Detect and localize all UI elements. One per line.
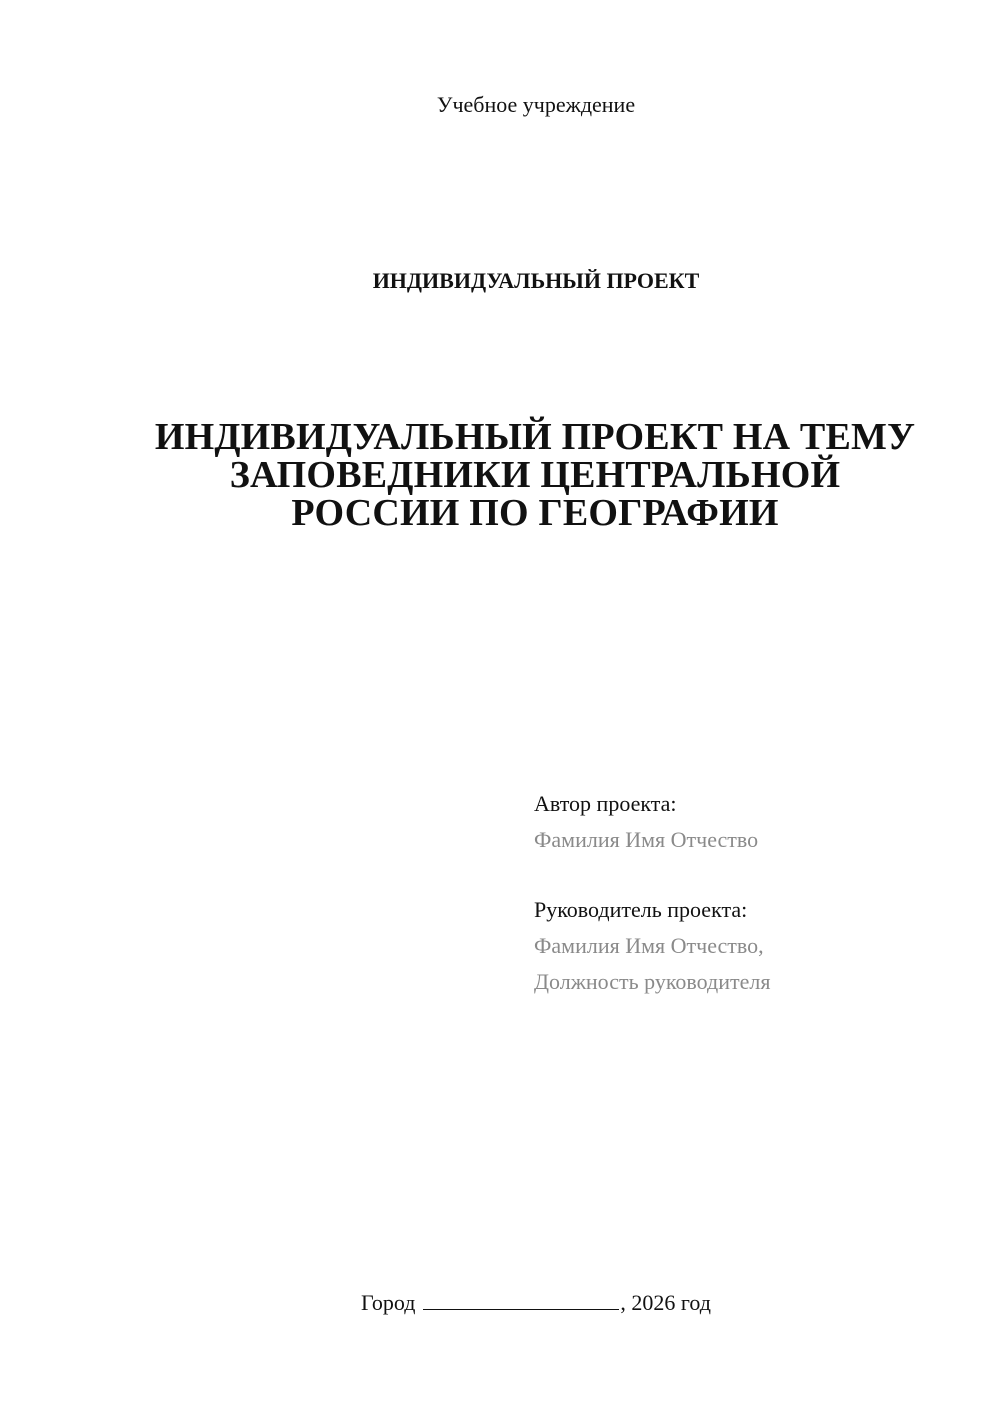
project-credits bbox=[534, 786, 770, 1000]
city-blank-line bbox=[423, 1291, 619, 1310]
supervisor-position: Должность руководителя bbox=[534, 969, 771, 994]
project-title-line: ЗАПОВЕДНИКИ ЦЕНТРАЛЬНОЙ bbox=[229, 454, 841, 496]
year-text: , 2026 год bbox=[620, 1290, 711, 1315]
author-name: Фамилия Имя Отчество bbox=[534, 827, 759, 852]
footer-city-year bbox=[0, 1290, 1000, 1316]
project-title-line: РОССИИ ПО ГЕОГРАФИИ bbox=[291, 492, 779, 534]
supervisor-label: Руководитель проекта: bbox=[534, 897, 748, 922]
author-label: Автор проекта: bbox=[534, 791, 677, 816]
supervisor-name: Фамилия Имя Отчество, bbox=[534, 933, 764, 958]
project-title bbox=[100, 418, 970, 532]
project-title-line: ИНДИВИДУАЛЬНЫЙ ПРОЕКТ НА ТЕМУ bbox=[154, 416, 916, 458]
spacer bbox=[534, 858, 770, 892]
city-label: Город bbox=[361, 1290, 416, 1315]
institution-name: Учебное учреждение bbox=[436, 92, 636, 117]
document-type-heading: ИНДИВИДУАЛЬНЫЙ ПРОЕКТ bbox=[372, 268, 700, 293]
